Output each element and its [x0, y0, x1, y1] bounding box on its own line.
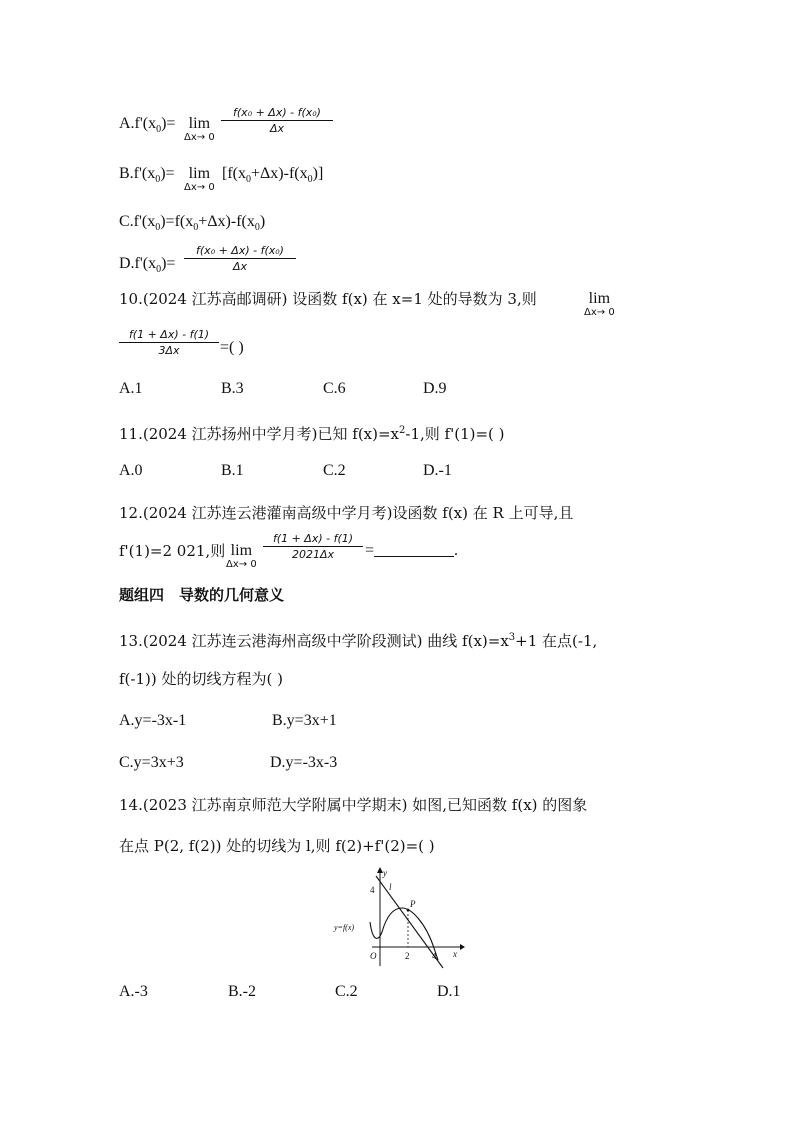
q12-stem-line2: f'(1)=2 021,则 [119, 542, 226, 560]
q14-option-c: C.2 [335, 983, 358, 1000]
q13-option-b: B.y=3x+1 [272, 712, 337, 729]
point-label-p: P [410, 899, 416, 909]
q13-stem: 13.(2024 江苏连云港海州高级中学阶段测试) 曲线 $f(x)=x^3+1$ 在点(-1, [119, 632, 598, 650]
q12-answer-blank[interactable]: = . [365, 542, 459, 559]
q9-a-lim: lim Δx→ 0 [184, 115, 215, 143]
q9-option-b-body: $[f(x_0+\Delta x)-f(x_0)]$ [222, 165, 324, 186]
q14-option-b: B.-2 [228, 983, 256, 1000]
q13-option-c: C.y=3x+3 [119, 754, 184, 771]
y-axis-label: y [383, 868, 387, 878]
q10-stem: 10.(2024 江苏高邮调研) 设函数 f(x) 在 x=1 处的导数为 3,则 [119, 290, 537, 308]
group4-heading: 题组四 导数的几何意义 [119, 586, 285, 604]
q9-option-c: $C.f'(x_0)=f(x_0+\Delta x)-f(x_0)$ [119, 213, 266, 234]
line-label-l: l [389, 882, 392, 892]
q11-stem: 11.(2024 江苏扬州中学月考)已知 $f(x)=x^2-1$,则 f'(1)=( ) [119, 425, 505, 443]
q9-option-d: $D.f'(x_0)=$ [119, 255, 176, 276]
q14-option-d: D.1 [437, 983, 461, 1000]
q11-option-a: A.0 [119, 462, 143, 479]
tick-x-2: 2 [405, 951, 410, 961]
tick-x-4: 4 [432, 951, 437, 961]
q10-option-a: A.1 [119, 380, 143, 397]
q10-option-d: D.9 [423, 380, 447, 397]
q14-figure [330, 866, 465, 972]
q11-option-d: D.-1 [423, 462, 452, 479]
q14-option-a: A.-3 [119, 983, 148, 1000]
origin-label: O [370, 951, 377, 961]
q11-option-b: B.1 [221, 462, 244, 479]
q10-stem-end: =( ) [220, 339, 244, 356]
q12-stem: 12.(2024 江苏连云港灌南高级中学月考)设函数 f(x) 在 R 上可导,且 [119, 504, 574, 522]
q14-stem: 14.(2023 江苏南京师范大学附属中学期末) 如图,已知函数 f(x) 的图象 [119, 796, 588, 814]
point-p [407, 909, 410, 912]
q12-fraction: f(1 + Δx) - f(1) 2021Δx [263, 532, 363, 561]
q13-stem-line2: f(-1)) 处的切线方程为( ) [119, 670, 283, 688]
q10-option-c: C.6 [323, 380, 346, 397]
q9-option-b: $B.f'(x_0)=$ [119, 165, 175, 186]
q10-option-b: B.3 [221, 380, 244, 397]
curve-label: y=f(x) [334, 923, 355, 932]
q13-option-d: D.y=-3x-3 [270, 754, 338, 771]
q9-d-fraction: f(x₀ + Δx) - f(x₀) Δx [184, 244, 296, 273]
q11-option-c: C.2 [323, 462, 346, 479]
x-axis-arrow [460, 944, 465, 950]
q10-fraction: f(1 + Δx) - f(1) 3Δx [119, 328, 219, 357]
x-axis-label: x [453, 949, 457, 959]
tick-y-4: 4 [370, 885, 375, 895]
q13-option-a: A.y=-3x-1 [119, 712, 187, 729]
q10-lim: lim Δx→ 0 [584, 290, 615, 318]
q9-option-a: $A.f'(x_0)=$ [119, 115, 176, 136]
q9-a-fraction: f(x₀ + Δx) - f(x₀) Δx [221, 106, 333, 135]
q12-lim: lim Δx→ 0 [226, 542, 257, 570]
q9-b-lim: lim Δx→ 0 [184, 165, 215, 193]
q14-stem-line2: 在点 P(2, f(2)) 处的切线为 l,则 f(2)+f'(2)=( ) [119, 837, 435, 855]
